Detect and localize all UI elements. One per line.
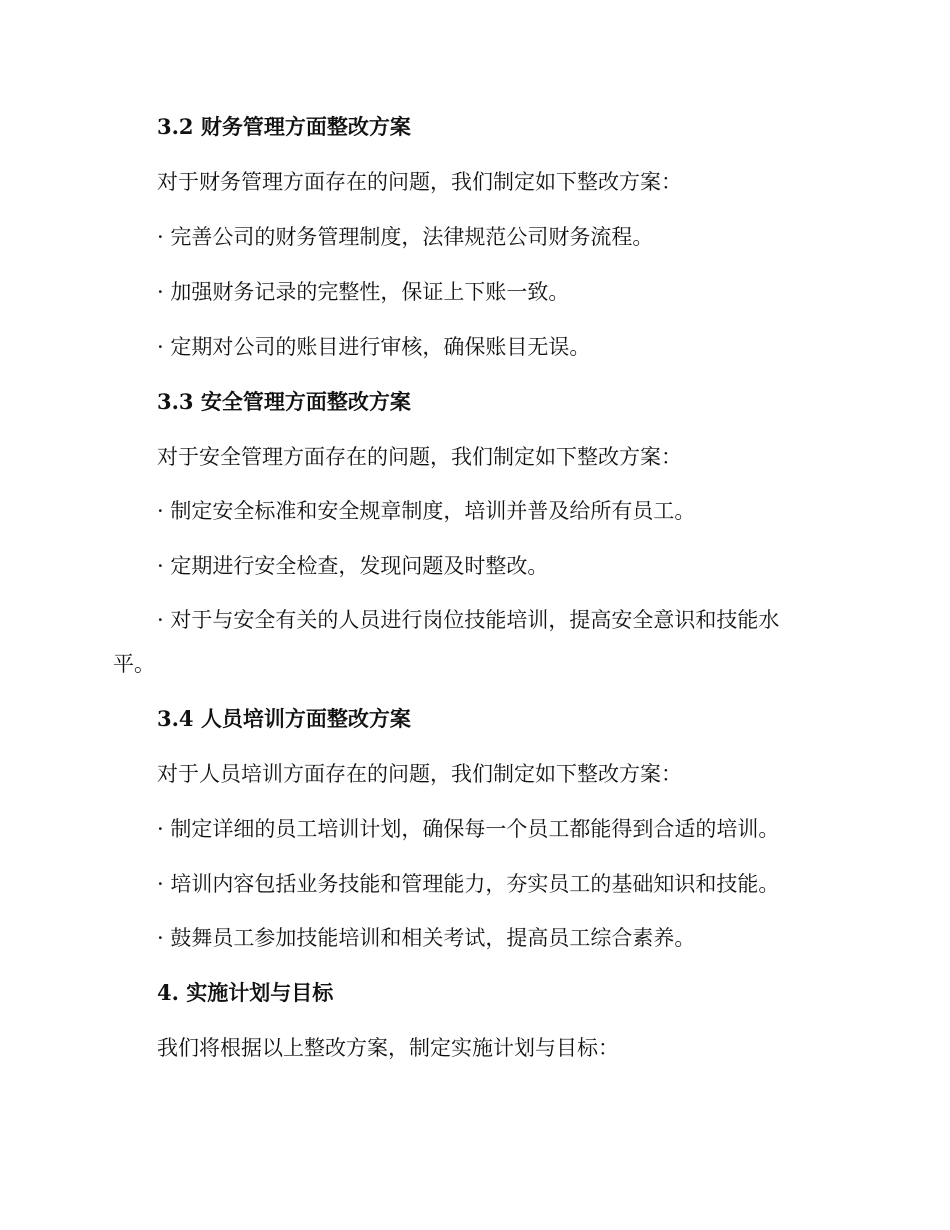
list-item: · 鼓舞员工参加技能培训和相关考试，提高员工综合素养。 <box>157 926 696 950</box>
list-item: · 制定详细的员工培训计划，确保每一个员工都能得到合适的培训。 <box>157 817 780 841</box>
list-item: · 培训内容包括业务技能和管理能力，夯实员工的基础知识和技能。 <box>157 872 780 896</box>
list-item: · 定期对公司的账目进行审核，确保账目无误。 <box>157 335 591 359</box>
list-item-continuation: 平。 <box>113 652 155 676</box>
section-intro-3-3: 对于安全管理方面存在的问题，我们制定如下整改方案： <box>157 445 682 469</box>
list-item: · 对于与安全有关的人员进行岗位技能培训，提高安全意识和技能水 <box>157 608 780 632</box>
section-intro-3-4: 对于人员培训方面存在的问题，我们制定如下整改方案： <box>157 762 682 786</box>
list-item: · 加强财务记录的完整性，保证上下账一致。 <box>157 280 570 304</box>
section-heading-3-3: 3.3 安全管理方面整改方案 <box>157 389 411 414</box>
section-heading-4: 4. 实施计划与目标 <box>157 980 334 1005</box>
list-item: · 定期进行安全检查，发现问题及时整改。 <box>157 554 549 578</box>
list-item: · 完善公司的财务管理制度，法律规范公司财务流程。 <box>157 225 654 249</box>
section-heading-3-2: 3.2 财务管理方面整改方案 <box>157 114 411 139</box>
section-heading-3-4: 3.4 人员培训方面整改方案 <box>157 706 411 731</box>
list-item: · 制定安全标准和安全规章制度，培训并普及给所有员工。 <box>157 499 696 523</box>
section-intro-3-2: 对于财务管理方面存在的问题，我们制定如下整改方案： <box>157 170 682 194</box>
section-intro-4: 我们将根据以上整改方案，制定实施计划与目标： <box>157 1036 619 1060</box>
